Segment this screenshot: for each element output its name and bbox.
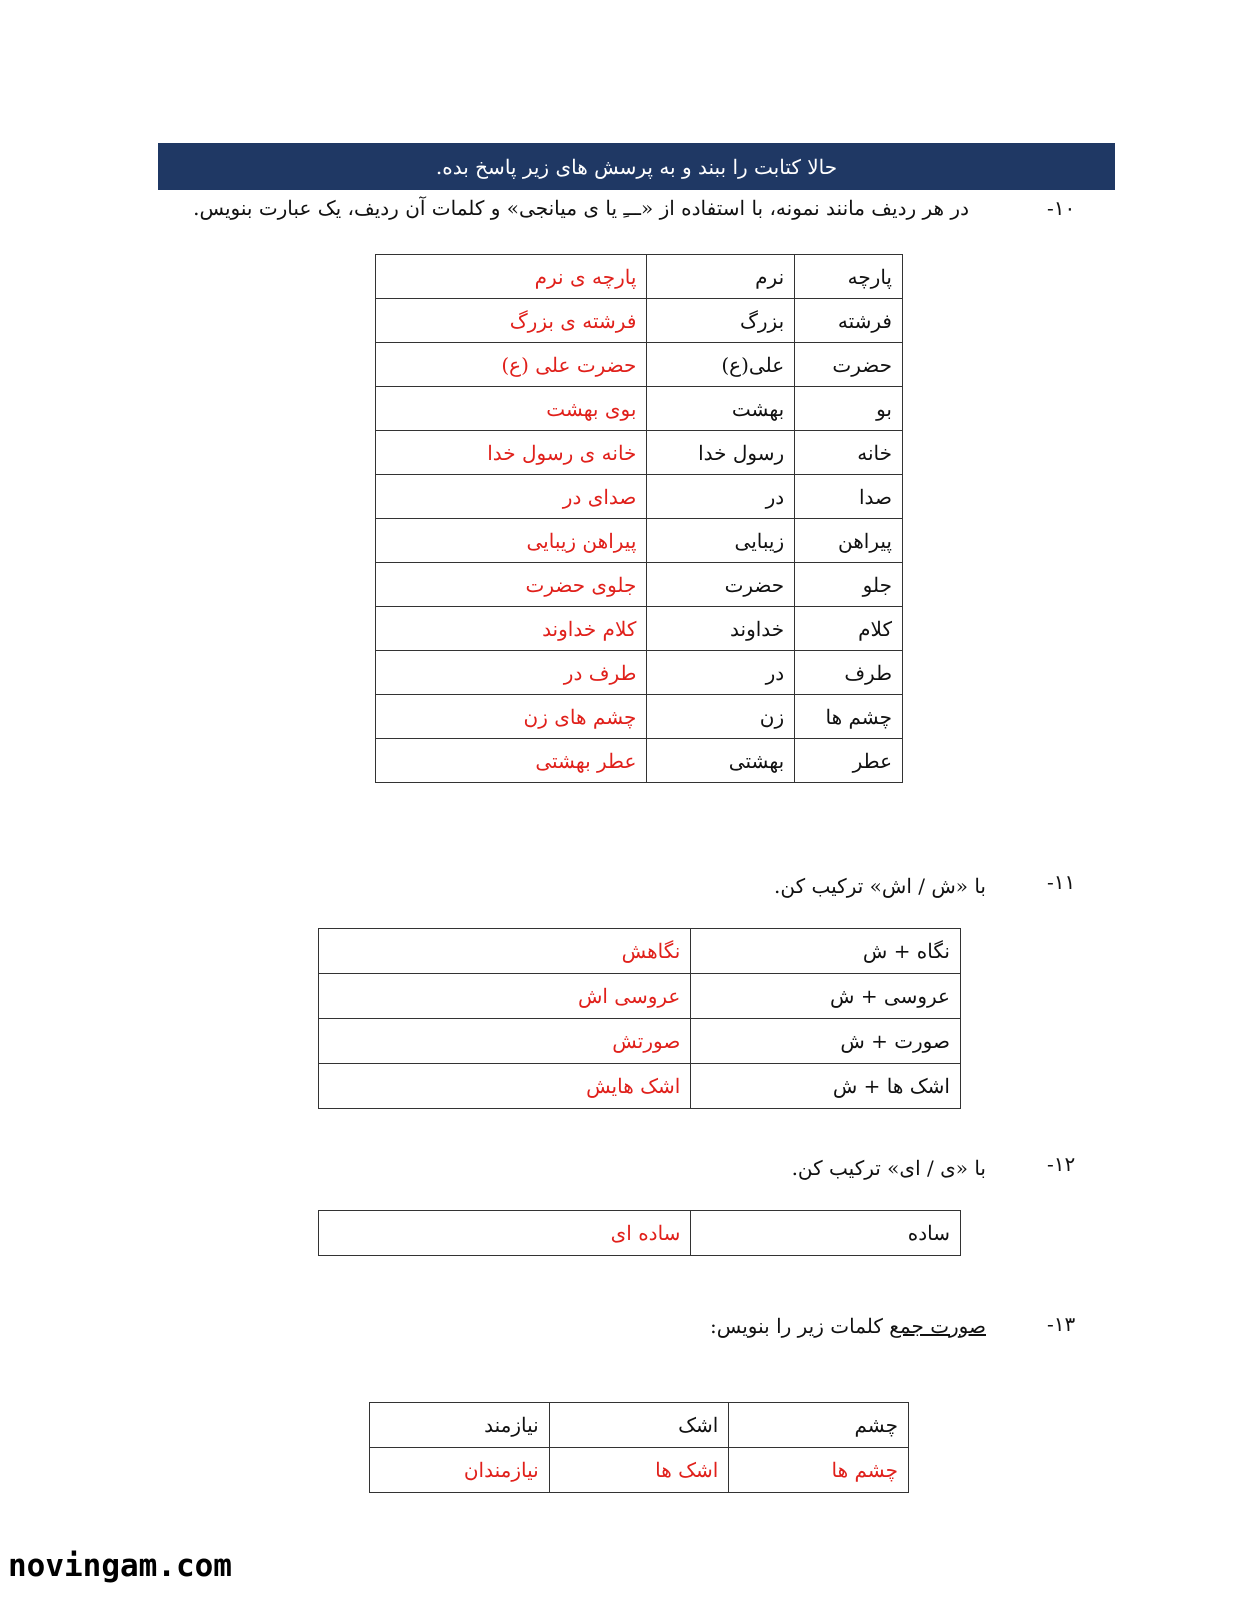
table-row <box>376 387 903 431</box>
question-11-number: -۱۱ <box>1047 870 1076 894</box>
table-row <box>370 1448 909 1493</box>
word-2-cell: در <box>647 475 795 519</box>
table-row <box>376 255 903 299</box>
word-2-cell: بهشتی <box>647 739 795 783</box>
word-2-cell: زن <box>647 695 795 739</box>
question-13-table <box>369 1402 909 1493</box>
question-12-instruction: با «ی / ای» ترکیب کن. <box>791 1156 986 1180</box>
word-2-cell: بهشت <box>647 387 795 431</box>
answer-cell: عطر بهشتی <box>376 739 647 783</box>
prompt-cell: صورت + ش <box>691 1019 961 1064</box>
answer-cell: جلوی حضرت <box>376 563 647 607</box>
plural-answer-cell: اشک ها <box>549 1448 729 1493</box>
word-2-cell: نرم <box>647 255 795 299</box>
table-row <box>319 974 961 1019</box>
word-1-cell: چشم ها <box>795 695 903 739</box>
answer-cell: خانه ی رسول خدا <box>376 431 647 475</box>
word-1-cell: خانه <box>795 431 903 475</box>
table-row <box>376 739 903 783</box>
singular-word-cell: چشم <box>729 1403 909 1448</box>
question-11-instruction: با «ش / اش» ترکیب کن. <box>774 874 986 898</box>
question-10-table <box>375 254 903 783</box>
word-1-cell: طرف <box>795 651 903 695</box>
table-row <box>319 929 961 974</box>
word-2-cell: بزرگ <box>647 299 795 343</box>
table-row <box>319 1019 961 1064</box>
table-row <box>376 475 903 519</box>
word-2-cell: حضرت <box>647 563 795 607</box>
answer-cell: طرف در <box>376 651 647 695</box>
word-1-cell: پیراهن <box>795 519 903 563</box>
word-2-cell: زیبایی <box>647 519 795 563</box>
word-1-cell: جلو <box>795 563 903 607</box>
singular-word-cell: نیازمند <box>370 1403 550 1448</box>
answer-cell: عروسی اش <box>319 974 691 1019</box>
answer-cell: کلام خداوند <box>376 607 647 651</box>
answer-cell: اشک هایش <box>319 1064 691 1109</box>
question-13-instruction-underlined: صورت جمع <box>889 1314 986 1338</box>
table-row <box>376 431 903 475</box>
word-2-cell: رسول خدا <box>647 431 795 475</box>
question-10-number: -۱۰ <box>1047 196 1076 220</box>
answer-cell: پارچه ی نرم <box>376 255 647 299</box>
word-1-cell: پارچه <box>795 255 903 299</box>
answer-cell: صدای در <box>376 475 647 519</box>
word-1-cell: عطر <box>795 739 903 783</box>
word-1-cell: صدا <box>795 475 903 519</box>
word-1-cell: فرشته <box>795 299 903 343</box>
word-2-cell: علی(ع) <box>647 343 795 387</box>
plural-answer-cell: چشم ها <box>729 1448 909 1493</box>
prompt-cell: اشک ها + ش <box>691 1064 961 1109</box>
table-row <box>376 563 903 607</box>
answer-cell: ساده ای <box>319 1211 691 1256</box>
answer-cell: فرشته ی بزرگ <box>376 299 647 343</box>
word-2-cell: خداوند <box>647 607 795 651</box>
prompt-cell: ساده <box>691 1211 961 1256</box>
question-11-table <box>318 928 961 1109</box>
question-12-table <box>318 1210 961 1256</box>
site-watermark: novingam.com <box>8 1548 232 1584</box>
answer-cell: نگاهش <box>319 929 691 974</box>
table-row <box>376 343 903 387</box>
answer-cell: صورتش <box>319 1019 691 1064</box>
singular-word-cell: اشک <box>549 1403 729 1448</box>
question-13-instruction <box>710 1314 986 1338</box>
word-2-cell: در <box>647 651 795 695</box>
answer-cell: چشم های زن <box>376 695 647 739</box>
table-row <box>370 1403 909 1448</box>
word-1-cell: حضرت <box>795 343 903 387</box>
prompt-cell: عروسی + ش <box>691 974 961 1019</box>
prompt-cell: نگاه + ش <box>691 929 961 974</box>
table-row <box>376 695 903 739</box>
word-1-cell: بو <box>795 387 903 431</box>
table-row <box>376 607 903 651</box>
plural-answer-cell: نیازمندان <box>370 1448 550 1493</box>
question-13-number: -۱۳ <box>1047 1312 1076 1336</box>
section-banner: حالا کتابت را ببند و به پرسش های زیر پاسخ بده. <box>158 143 1115 190</box>
question-13-instruction-rest: کلمات زیر را بنویس: <box>709 1314 890 1338</box>
table-row <box>319 1064 961 1109</box>
table-row <box>376 651 903 695</box>
answer-cell: حضرت علی (ع) <box>376 343 647 387</box>
table-row <box>376 519 903 563</box>
answer-cell: بوی بهشت <box>376 387 647 431</box>
answer-cell: پیراهن زیبایی <box>376 519 647 563</box>
question-12-number: -۱۲ <box>1047 1152 1076 1176</box>
question-10-instruction: در هر ردیف مانند نمونه، با استفاده از «ـــِ یا ی میانجی» و کلمات آن ردیف، یک عبارت بنویس. <box>193 196 969 220</box>
table-row <box>376 299 903 343</box>
table-row <box>319 1211 961 1256</box>
word-1-cell: کلام <box>795 607 903 651</box>
